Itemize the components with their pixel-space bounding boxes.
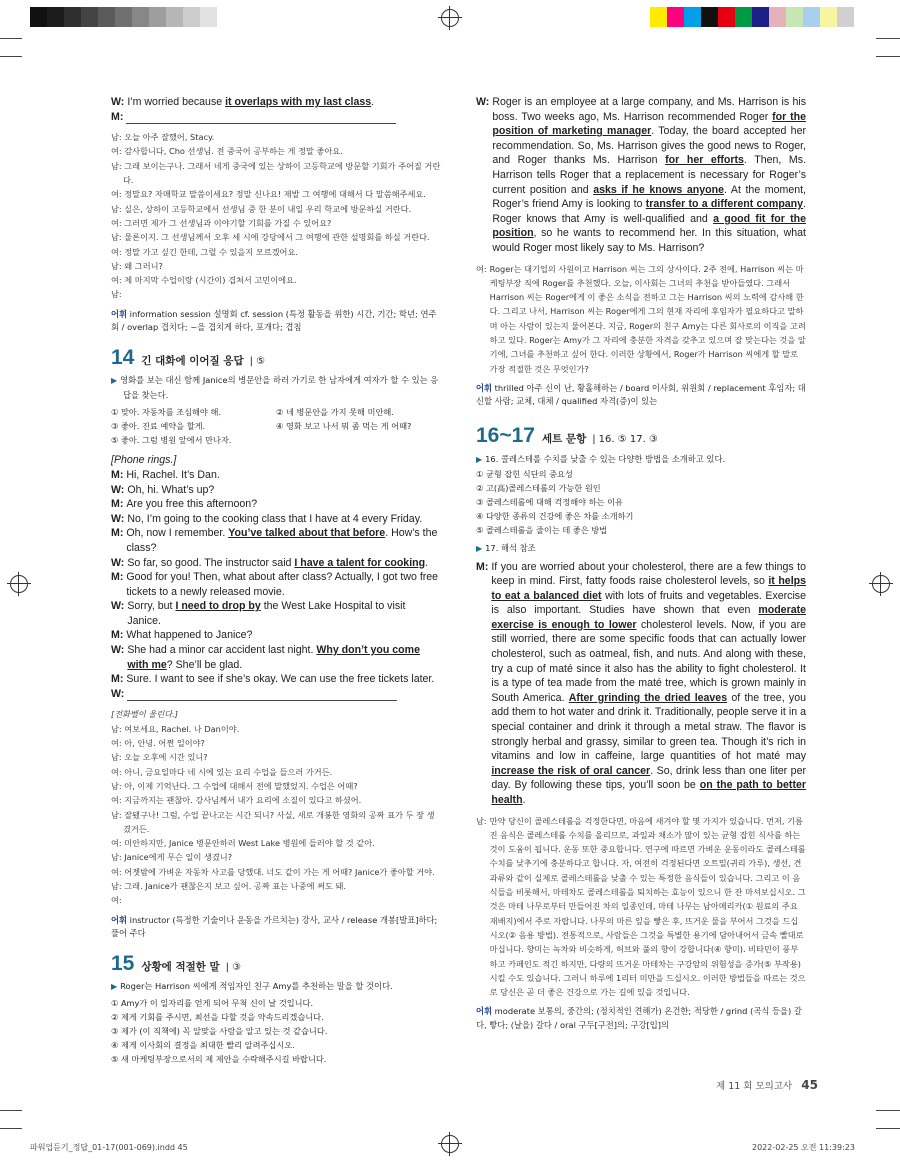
translation-line: 여: 그러면 제가 그 선생님과 이야기할 기회를 가질 수 있어요? xyxy=(111,217,332,228)
dialogue-line xyxy=(111,497,441,512)
speaker: W: xyxy=(111,556,125,569)
answer: ⑤ xyxy=(256,355,266,367)
page-number: 45 xyxy=(801,1078,818,1092)
triangle-icon: ▶ xyxy=(476,454,483,464)
color-swatch xyxy=(47,7,64,27)
q14-instruction: ▶ 영화를 보는 대신 함께 Janice의 병문안을 하러 가기로 한 남자에게 여자가 할 수 있는 응답을 찾는다. xyxy=(111,375,439,401)
translation-line: 여: 미안하지만, Janice 병문안하러 West Lake 병원에 들러야 할 것 같아. xyxy=(111,838,375,849)
q16-instruction: ▶ 16. 콜레스테롤 수치를 낮출 수 있는 다양한 방법을 소개하고 있다. xyxy=(476,453,726,464)
vocab-text: thrilled 아주 신이 난, 황홀해하는 / board 이사회, 위원회 / replacement 후임자; 대신할 사람; 교체, 대체 / qualified 자격(증)이 있는 xyxy=(476,382,806,407)
vocab-text: information session 설명회 cf. session (특정 활동을 위한) 시간, 기간; 학년; 연주회 / overlap 겹치다; ~을 겹치게 하다, 포개다; 겹침 xyxy=(111,308,437,333)
q14-korean-translation xyxy=(111,722,441,908)
speaker: M: xyxy=(476,560,489,573)
answer: 16. ⑤ 17. ③ xyxy=(598,433,658,445)
key-phrase: increase the risk of oral cancer xyxy=(491,764,651,777)
left-column xyxy=(111,95,441,1066)
speaker: M: xyxy=(111,110,124,123)
dialogue-line xyxy=(111,687,441,702)
speaker: 여: xyxy=(476,263,487,274)
triangle-icon: ▶ xyxy=(111,982,118,992)
translation-text: Roger는 대기업의 사원이고 Harrison 씨는 그의 상사이다. 2주 전에, Harrison 씨는 마케팅부장 직에 Roger를 추천했다. 오늘, 이사회는 그녀의 추천을 받아들였다. 그래서 Harrison 씨는 Roger에게 이 좋은 소식을 전하고 그는 Harrison 씨의 노력에 감사해 한다. 그리고 나서, Harrison 씨는 Roger에게 그의 현재 자리에 후임자가 필요하다고 말하며 아는 사람이 있는지 물어본다. 지금, Roger의 친구 Amy는 다른 회사로의 이직을 고려하고 있다. Roger는 Amy가 그 자리에 충분한 자격을 갖추고 있으며 잘 맞는다는 것을 알기에, 그녀를 추천하고 싶어 한다. 이러한 상황에서, Roger가 Harrison 씨에게 할 말로 가장 적절한 것은 무엇인가? xyxy=(489,263,806,374)
registration-mark-left xyxy=(10,575,28,593)
answer-option: ③ 콜레스테롤에 대해 걱정해야 하는 이유 xyxy=(476,496,623,507)
line-text: Oh, hi. What’s up? xyxy=(127,483,215,496)
q17-instruction: ▶ 17. 해석 참조 xyxy=(476,542,536,553)
q15-vocabulary xyxy=(476,382,806,409)
question-number: 16~17 xyxy=(476,423,535,447)
phone-rings: [Phone rings.] xyxy=(111,454,177,467)
answer-option: ⑤ 새 마케팅부장으로서의 제 제안을 수락해주시길 바랍니다. xyxy=(111,1054,327,1065)
translation-line: 남: 실은, 상하이 고등학교에서 선생님 중 한 분이 내일 우리 학교에 방문하실 거란다. xyxy=(111,203,412,214)
q15-passage: W: Roger is an employee at a large company, and Ms. Harrison is his boss. Two weeks ago, Ms. Harrison recommended Roger for the position of marketing manager. Today, the board accepted her recommendation. So, Ms. Harrison gives the good news to Roger, and Roger thanks Ms. Harrison for her efforts. Then, Ms. Harrison tells Roger that a replacement is necessary for Roger’s current position and asks if he knows anyone. At the moment, Roger’s friend Amy is looking to transfer to a different company. Roger knows that Amy is well-qualified and a good fit for the position, so he wants to recommend her. In this situation, what would Roger most likely say to Ms. Harrison? xyxy=(476,96,806,254)
q16-korean-translation xyxy=(476,814,806,1000)
q14-vocabulary xyxy=(111,914,441,941)
q15-options xyxy=(111,996,441,1066)
file-name: 파워업듣기_정답_01-17(001-069).indd 45 xyxy=(30,1143,188,1152)
line-text: Hi, Rachel. It’s Dan. xyxy=(126,468,220,481)
q13-vocabulary xyxy=(111,308,441,335)
answer-option: ② 고(高)콜레스테롤의 가능한 원인 xyxy=(476,482,601,493)
answer-option: ② 네 병문안을 가지 못해 미안해. xyxy=(276,407,394,418)
key-phrase: After grinding the dried leaves xyxy=(568,691,728,704)
triangle-icon: ▶ xyxy=(476,543,483,553)
translation-line: 남: 잘됐구나! 그럼, 수업 끝나고는 시간 되니? 사실, 새로 개봉한 영화의 공짜 표가 두 장 생겼거든. xyxy=(111,809,435,834)
question-number: 15 xyxy=(111,951,135,975)
translation-line: 여: 정말 가고 싶긴 한데, 그럴 수 있을지 모르겠어요. xyxy=(111,246,298,257)
translation-line: 여: 지금까지는 괜찮아. 강사님께서 내가 요리에 소질이 있다고 하셨어. xyxy=(111,795,362,806)
color-swatch xyxy=(752,7,769,27)
speaker: M: xyxy=(111,571,124,584)
answer-option: ② 제게 기회를 주시면, 최선을 다할 것을 약속드리겠습니다. xyxy=(111,1012,324,1023)
key-phrase: You’ve talked about that before xyxy=(228,527,386,540)
answer-option: ③ 제가 (이 직책에) 꼭 알맞을 사람을 알고 있는 것 같습니다. xyxy=(111,1026,328,1037)
answer-option: ④ 영화 보고 나서 뭐 좀 먹는 게 어때? xyxy=(276,421,412,432)
translation-line: 남: xyxy=(111,289,122,300)
phone-rings-ko: [전화벨이 울린다.] xyxy=(111,709,178,720)
crop-mark xyxy=(0,38,22,39)
answer-option: ③ 좋아. 진료 예약을 할게. xyxy=(111,421,206,432)
color-swatch xyxy=(786,7,803,27)
question-title: 상황에 적절한 말 xyxy=(141,960,220,973)
crop-mark xyxy=(0,56,22,57)
line-text: I’m worried because it overlaps with my last class. xyxy=(127,96,375,108)
line-text: She had a minor car accident last night. Why don’t you come with me? She’ll be glad. xyxy=(127,644,420,671)
color-swatch xyxy=(115,7,132,27)
key-phrase: it overlaps with my last class xyxy=(225,96,372,108)
q13-korean-translation xyxy=(111,130,441,302)
color-swatch xyxy=(667,7,684,27)
q15-header xyxy=(111,951,441,976)
speaker: M: xyxy=(111,468,124,481)
answer-option: ④ 다양한 종류의 건강에 좋은 차를 소개하기 xyxy=(476,510,634,521)
speaker: M: xyxy=(111,629,124,642)
translation-line: 남: 여보세요, Rachel. 나 Dan이야. xyxy=(111,723,240,734)
dialogue-line xyxy=(111,556,441,571)
page-footer xyxy=(716,1078,818,1092)
color-swatch xyxy=(701,7,718,27)
color-swatch xyxy=(735,7,752,27)
line-text: What happened to Janice? xyxy=(126,629,253,642)
q14-options xyxy=(111,405,441,447)
q15-korean-translation xyxy=(476,262,806,376)
color-swatch xyxy=(81,7,98,27)
vocab-label: 어휘 xyxy=(111,914,128,925)
speaker: M: xyxy=(111,673,124,686)
translation-line: 남: 오늘 아주 잘했어, Stacy. xyxy=(111,132,215,143)
translation-line: 여: 아, 안녕. 어쩐 일이야? xyxy=(111,738,205,749)
color-swatch xyxy=(98,7,115,27)
key-phrase: a good fit for the position xyxy=(492,212,806,240)
translation-text: 만약 당신이 콜레스테롤을 걱정한다면, 마음에 새겨야 할 몇 가지가 있습니다. 먼저, 기름진 음식은 콜레스테롤 수치를 올리므로, 과일과 채소가 많이 있는 균형 잡힌 식사를 하는 것이 도움이 됩니다. 운동 또한 중요합니다. 연구에 따르면 가벼운 운동이라도 콜레스테롤 수치를 낮추기에 충분하다고 합니다. 자, 여전히 걱정된다면 오트밀(귀리 가루), 생선, 견과류와 같이 실제로 콜레스테롤을 낮출 수 있는 특정한 음식들이 있습니다. 그리고 이 음식들을 비롯해서, 마테차도 콜레스테롤을 퇴치하는 효능이 있으니 한 잔 마셔보십시오. 그것은 마테 나무로부터 만들어진 차의 일종인데, 마테 나무는 남아메리카(① 원료의 주요 재배지)에서 주로 자랍니다. 나무의 마른 잎을 빻은 후, 뜨거운 물을 부어서 그것을 드십시오(② 음용 방법). 전통적으로, 사람들은 그것을 특별한 용기에 담아내어서 금속 빨대로 마십니다. 향미는 녹차와 비슷하게, 허브와 풀의 향이 강합니다(④ 향미). 비타민이 풍부하고 카페인도 적긴 하지만, 다량의 뜨거운 마테차는 구강암의 위험성을 증가(⑤ 부작용)시킬 수도 있습니다. 그러니 하루에 1리터 미만을 드십시오. 이러한 방법들을 따르는 것으로 당신은 곧 더 좋은 건강으로 가는 길에 있을 것입니다. xyxy=(489,815,806,998)
line-text xyxy=(126,110,441,125)
key-phrase: transfer to a different company xyxy=(645,198,804,211)
color-swatch xyxy=(149,7,166,27)
translation-line: 남: Janice에게 무슨 일이 생겼니? xyxy=(111,852,233,863)
vocab-label: 어휘 xyxy=(111,308,128,319)
print-date: 2022-02-25 오전 11:39:23 xyxy=(752,1143,855,1152)
gray-color-bar xyxy=(30,7,217,27)
dialogue-line xyxy=(111,512,441,527)
translation-line: 남: 오늘 오후에 시간 있니? xyxy=(111,752,208,763)
dialogue-line xyxy=(111,526,441,555)
key-phrase: I have a talent for cooking xyxy=(294,556,426,569)
q14-header xyxy=(111,345,441,370)
translation-line: 남: 왜 그러니? xyxy=(111,260,163,271)
color-swatch xyxy=(132,7,149,27)
answer-option: ① 균형 잡힌 식단의 중요성 xyxy=(476,468,573,479)
line-text: So far, so good. The instructor said I have a talent for cooking. xyxy=(127,556,429,569)
dialogue-line xyxy=(111,468,441,483)
color-swatch xyxy=(166,7,183,27)
key-phrase: for her efforts xyxy=(665,154,744,167)
registration-mark-top xyxy=(441,9,459,27)
color-swatch xyxy=(183,7,200,27)
q13-dialogue-end xyxy=(111,95,441,124)
crop-mark xyxy=(876,56,900,57)
speaker: W: xyxy=(111,483,125,496)
answer-option: ① 맞아. 자동차를 조심해야 해. xyxy=(111,407,221,418)
vocab-text: instructor (특정한 기술이나 운동을 가르치는) 강사, 교사 / release 개봉[발표]하다; 풀어 주다 xyxy=(111,914,438,939)
question-number: 14 xyxy=(111,345,135,369)
speaker: W: xyxy=(111,512,125,525)
q16-vocabulary xyxy=(476,1005,806,1032)
color-swatch xyxy=(200,7,217,27)
color-swatch xyxy=(684,7,701,27)
answer-option: ⑤ 콜레스테롤을 줄이는 데 좋은 방법 xyxy=(476,524,608,535)
question-title: 긴 대화에 이어질 응답 xyxy=(141,354,244,367)
color-swatch xyxy=(820,7,837,27)
speaker: W: xyxy=(111,96,125,108)
answer-blank xyxy=(127,689,397,701)
translation-line: 남: 아, 이제 기억난다. 그 수업에 대해서 전에 말했었지. 수업은 어때? xyxy=(111,780,358,791)
question-title: 세트 문항 xyxy=(541,432,587,445)
answer-option: ④ 제게 이사회의 결정을 최대한 빨리 알려주십시오. xyxy=(111,1040,295,1051)
crop-mark xyxy=(876,1128,900,1129)
translation-line: 여: 아니, 금요일마다 네 시에 있는 요리 수업을 들으러 가거든. xyxy=(111,766,333,777)
key-phrase: Why don’t you come with me xyxy=(127,644,420,671)
cmyk-color-bar xyxy=(650,7,854,27)
translation-line: 여: 감사합니다, Cho 선생님. 전 중국어 공부하는 게 정말 좋아요. xyxy=(111,146,343,157)
exam-number: 제 11 회 모의고사 xyxy=(716,1081,793,1092)
speaker: W: xyxy=(111,644,125,657)
color-swatch xyxy=(718,7,735,27)
translation-line: 여: xyxy=(111,895,122,906)
speaker: M: xyxy=(111,498,124,511)
registration-mark-right xyxy=(872,575,890,593)
registration-mark-bottom xyxy=(441,1135,459,1153)
translation-line: 여: 제 마지막 수업이랑 (시간이) 겹쳐서 고민이에요. xyxy=(111,275,297,286)
translation-line: 남: 그래. Janice가 괜찮은지 보고 싶어. 공짜 표는 나중에 써도 돼. xyxy=(111,881,347,891)
translation-line: 남: 그래 보이는구나. 그래서 네게 중국에 있는 상하이 고등학교에 방문할 기회가 주어질 거란다. xyxy=(111,160,441,186)
speaker: W: xyxy=(111,600,125,613)
answer: ③ xyxy=(232,961,242,973)
crop-mark xyxy=(0,1128,22,1129)
answer-blank xyxy=(126,112,396,124)
key-phrase: for the position of marketing manager xyxy=(492,110,806,138)
dialogue-line xyxy=(111,628,441,643)
translation-line: 여: 어젯밤에 가벼운 자동차 사고를 당했대. 너도 같이 가는 게 어때? Janice가 좋아할 거야. xyxy=(111,866,435,877)
dialogue-line xyxy=(111,570,441,599)
color-swatch xyxy=(30,7,47,27)
dialogue-line xyxy=(111,672,441,687)
dialogue-line xyxy=(111,643,441,672)
dialogue-line xyxy=(111,95,441,110)
line-text xyxy=(127,687,441,702)
divider: | xyxy=(249,355,253,367)
speaker: 남: xyxy=(476,815,487,826)
line-text: No, I’m going to the cooking class that I have at 4 every Friday. xyxy=(127,512,423,525)
answer-option: ① Amy가 이 일자리를 얻게 되어 무척 신이 날 것입니다. xyxy=(111,998,314,1009)
line-text: Sorry, but I need to drop by the West Lake Hospital to visit Janice. xyxy=(127,600,406,627)
q14-dialogue xyxy=(111,468,441,702)
q16-17-header xyxy=(476,423,806,448)
crop-mark xyxy=(0,1110,22,1111)
triangle-icon: ▶ xyxy=(111,376,118,386)
dialogue-line xyxy=(111,110,441,125)
vocab-label: 어휘 xyxy=(476,1006,493,1017)
crop-mark xyxy=(876,1110,900,1111)
color-swatch xyxy=(837,7,854,27)
divider: | xyxy=(225,961,230,973)
color-swatch xyxy=(650,7,667,27)
divider: | xyxy=(592,433,596,445)
right-column xyxy=(476,95,806,1032)
speaker: M: xyxy=(111,527,124,540)
key-phrase: it helps to eat a balanced diet xyxy=(491,575,806,602)
dialogue-line xyxy=(111,599,441,628)
dialogue-line xyxy=(111,483,441,498)
translation-line: 여: 정말요? 자매학교 말씀이세요? 정말 신나요! 제발 그 여행에 대해서 다 말씀해주세요. xyxy=(111,189,426,200)
speaker: W: xyxy=(111,687,125,700)
key-phrase: moderate exercise is enough to lower xyxy=(491,604,806,631)
vocab-text: moderate 보통의, 중간의; (정치적인 견해가) 온건한; 적당한 / grind (곡식 등을) 갈다, 빻다; (날을) 갈다 / oral 구두[구전]의; 구강[입]의 xyxy=(476,1006,802,1030)
q16-passage: M: If you are worried about your cholesterol, there are a few things to keep in mind. First, fatty foods raise cholesterol levels, so it helps to eat a balanced diet with lots of fruits and vegetables. Exercise is also important. Studies have shown that even moderate exercise is enough to lower cholesterol levels. Now, if you are still worried, there are some specific foods that can actually lower cholesterol, such as oatmeal, fish, and nuts. And along with these, try a cup of maté since it also has the ability to fight cholesterol. It is a type of tea made from the maté tree, which is grown mainly in South America. After grinding the dried leaves of the tree, you add them to hot water and drink it. Traditionally, people serve it in a special container and drink it through a metal straw. The flavor is strongly herbal and grassy, similar to green tea. Though it’s rich in vitamins and low in caffeine, large quantities of hot maté may increase the risk of oral cancer. So, drink less than one liter per day. By following these tips, you’ll soon be on the path to better health. xyxy=(476,560,806,806)
key-phrase: I need to drop by xyxy=(175,600,261,613)
line-text: Are you free this afternoon? xyxy=(126,498,258,511)
color-swatch xyxy=(803,7,820,27)
color-swatch xyxy=(769,7,786,27)
vocab-label: 어휘 xyxy=(476,382,493,393)
speaker: W: xyxy=(476,96,490,108)
q15-instruction: ▶ Roger는 Harrison 씨에게 적임자인 친구 Amy를 추천하는 말을 할 것이다. xyxy=(111,981,393,992)
q16-options xyxy=(476,467,806,537)
line-text: Oh, now I remember. You’ve talked about that before. How’s the class? xyxy=(126,527,438,554)
answer-option: ⑤ 좋아. 그럼 병원 앞에서 만나자. xyxy=(111,435,232,446)
color-swatch xyxy=(64,7,81,27)
line-text: Sure. I want to see if she’s okay. We can use the free tickets later. xyxy=(126,673,435,686)
line-text: Good for you! Then, what about after class? Actually, I got two free tickets to a newly released movie. xyxy=(126,571,439,598)
crop-mark xyxy=(876,38,900,39)
key-phrase: on the path to better health xyxy=(491,779,806,806)
translation-line: 남: 물론이지. 그 선생님께서 오후 세 시에 강당에서 그 여행에 관한 설명회를 하실 거란다. xyxy=(111,232,430,243)
key-phrase: asks if he knows anyone xyxy=(593,183,724,196)
